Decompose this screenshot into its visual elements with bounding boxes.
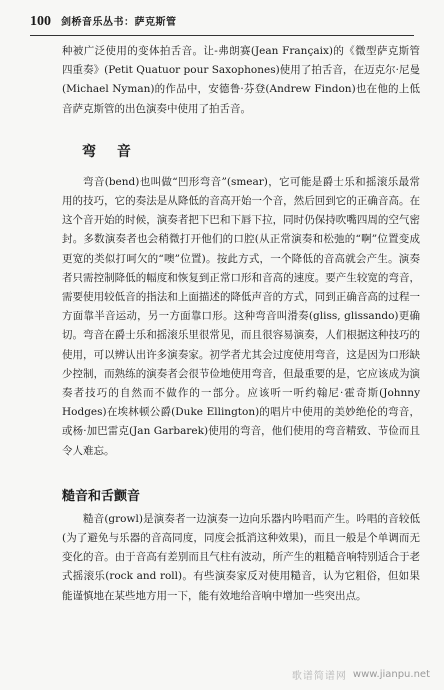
running-header — [30, 13, 414, 36]
paragraph-bend: 弯音(bend)也叫做“凹形弯音”(smear)，它可能是爵士乐和摇滚乐最常用的技巧，它的奏法是从降低的音高开始一个音，然后回到它的正确音高。在这个音开始的时候，演奏者把下巴和下唇下拉，同时仍保持吹嘴四周的空气密封。多数演奏者也会稍微打开他们的口腔(从正常演奏和松弛的“啊”位置变成更宽的类似打呵欠的“噢”位置)。按此方式，一个降低的音高就会产生。演奏者只需控制降低的幅度和恢复到正常口形和音高的速度。要产生较宽的弯音，需要使用较低音的指法和上面描述的降低声音的方式，同到正确音高的过程一方面靠半音运动，另一方面靠口形。这种弯音叫滑奏(gliss, glissando)更确切。弯音在爵士乐和摇滚乐里很常见，而且很容易演奏，人们根据这种技巧的使用，可以辨认出许多演奏家。初学者尤其会过度使用弯音，这是因为口形缺少控制，而熟练的演奏者会很节俭地使用弯音，但最重要的是，它应该成为演奏者技巧的自然而不做作的一部分。应该听一听约翰尼·霍奇斯(Johnny Hodges)在埃林顿公爵(Duke Ellington)的唱片中使用的美妙绝伦的弯音，或杨·加巴雷克(Jan Garbarek)使用的弯音，他们使用的弯音精致、节俭而且令人难忘。 — [62, 175, 420, 457]
paragraph-continued: 种被广泛使用的变体拍舌音。让-弗朗赛(Jean Françaix)的《微型萨克斯管四重奏》(Petit Quatuor pour Saxophones)使用了拍舌音，在迈克尔·尼曼(Michael Nyman)的作品中，安德鲁·芬登(Andrew Findon)也在他的上低音萨克斯管的出色演奏中使用了拍舌音。 — [62, 45, 420, 115]
paragraph-growl: 糙音(growl)是演奏者一边演奏一边向乐器内吟唱而产生。吟唱的音较低(为了避免与乐器的音高同度，同度会抵消这种效果)，而且一般是个单调而无变化的音。由于音高有差别而且气柱有波动，所产生的粗糙音响特别适合于老式摇滚乐(rock and roll)。有些演奏家反对使用糙音，认为它粗俗，但如果能谨慎地在某些地方用一下，能有效地给音响中增加一些突出点。 — [62, 512, 420, 602]
watermark-site-url: www.jianpu.net — [352, 669, 430, 680]
section-heading-bend: 弯 音 — [82, 143, 139, 160]
page-number: 100 — [30, 14, 51, 29]
watermark-site-name: 歌谱简谱网 — [291, 671, 347, 682]
page-body — [62, 42, 420, 606]
running-title: 剑桥音乐丛书：萨克斯管 — [61, 17, 177, 28]
watermark — [292, 667, 430, 682]
section-heading-growl: 糙音和舌颤音 — [62, 488, 141, 504]
